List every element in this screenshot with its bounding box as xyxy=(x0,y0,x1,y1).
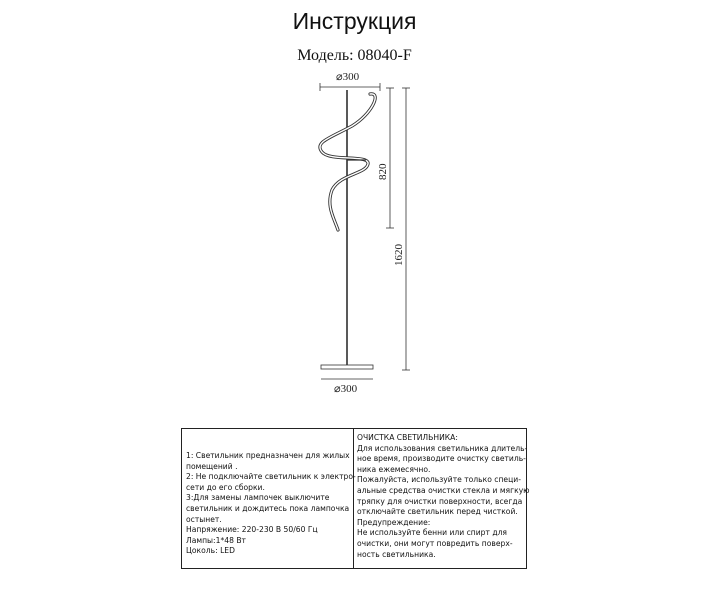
total-height-label: 1620 xyxy=(393,244,405,266)
page-title: Инструкция xyxy=(292,8,417,34)
upper-height-label: 820 xyxy=(377,163,389,180)
lamp-spec: Лампы:1*48 Вт xyxy=(186,535,246,545)
lamp-base xyxy=(321,365,373,369)
usage-line: остынет. xyxy=(186,514,222,524)
usage-notes xyxy=(186,451,356,557)
bottom-diameter-label: ⌀300 xyxy=(334,383,358,395)
top-diameter-label: ⌀300 xyxy=(336,71,360,83)
usage-line: сети до его сборки. xyxy=(186,482,265,492)
cleaning-line: Для использования светильника длитель- xyxy=(357,443,528,453)
cleaning-line: Пожалуйста, используйте только специ- xyxy=(357,475,521,485)
usage-line: 2: Не подключайте светильник к электро- xyxy=(186,472,356,482)
cleaning-line: альные средства очистки стекла и мягкую xyxy=(357,485,530,495)
warning-line: ность светильника. xyxy=(357,549,436,559)
cleaning-line: отключайте светильник перед чисткой. xyxy=(357,507,518,517)
cleaning-line: тряпку для очистки поверхности, всегда xyxy=(357,496,523,506)
model-number: Модель: 08040-F xyxy=(297,47,412,64)
socket-spec: Цоколь: LED xyxy=(186,546,235,556)
usage-line: 1: Светильник предназначен для жилых xyxy=(186,451,350,460)
warning-heading: Предупреждение: xyxy=(357,517,431,527)
voltage-spec: Напряжение: 220-230 В 50/60 Гц xyxy=(186,525,318,535)
warning-line: Не используйте бенни или спирт для xyxy=(357,528,507,538)
cleaning-line: ника ежемесячно. xyxy=(357,464,431,474)
usage-line: помещений . xyxy=(186,461,238,471)
warning-line: очистки, они могут повредить поверх- xyxy=(357,538,513,548)
usage-line: светильник и дождитесь пока лампочка xyxy=(186,503,350,513)
cleaning-line: ное время, производите очистку светиль- xyxy=(357,454,526,464)
cleaning-heading: ОЧИСТКА СВЕТИЛЬНИКА: xyxy=(357,433,458,442)
lamp-drawing xyxy=(300,68,430,398)
usage-line: 3:Для замены лампочек выключите xyxy=(186,493,330,503)
cleaning-notes xyxy=(357,433,530,560)
